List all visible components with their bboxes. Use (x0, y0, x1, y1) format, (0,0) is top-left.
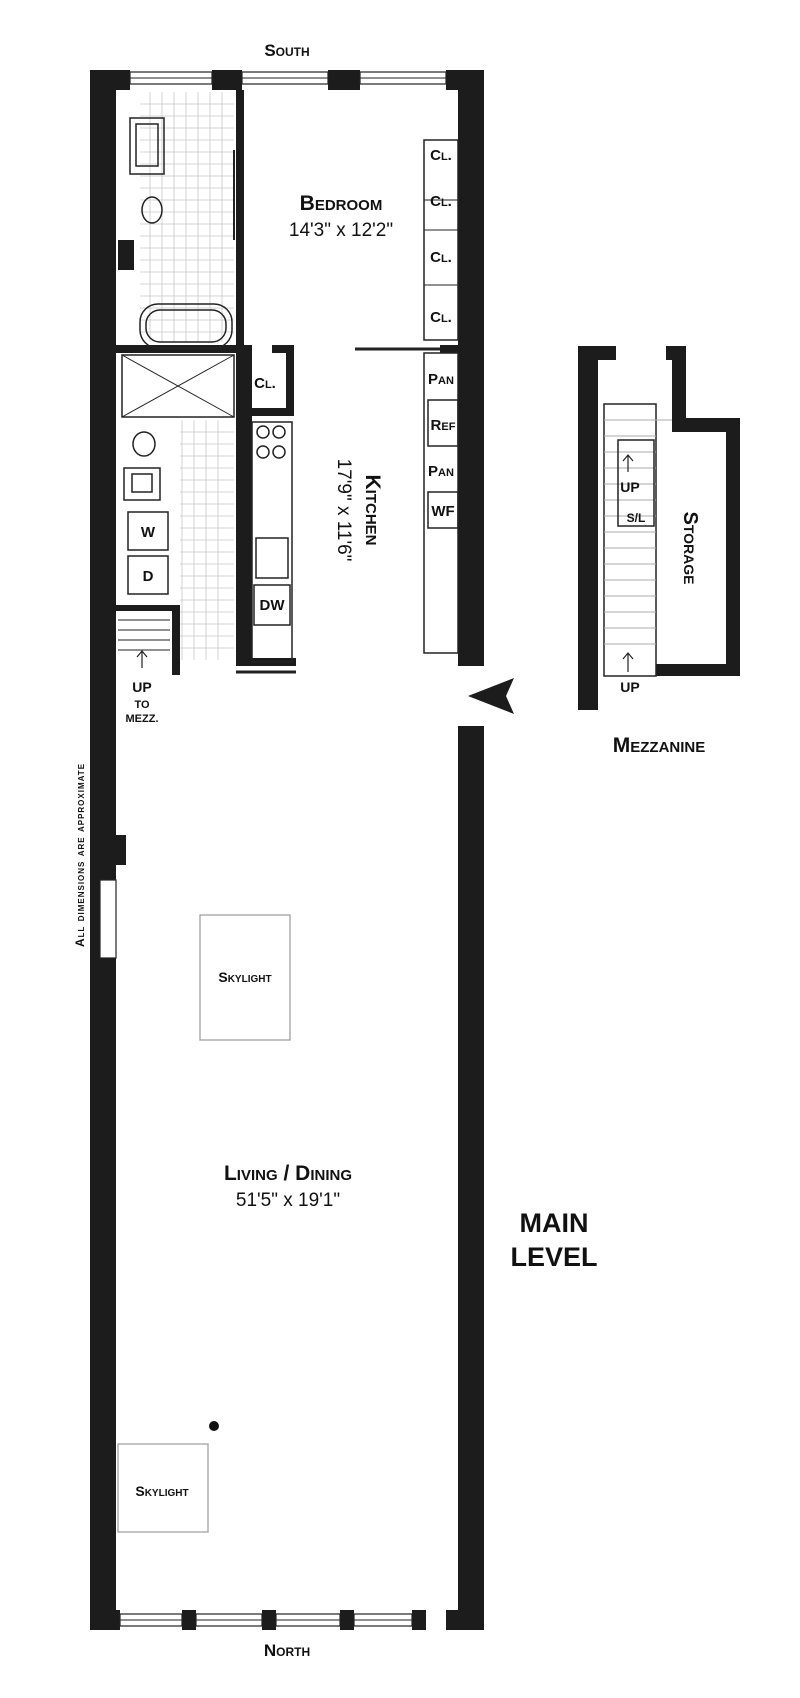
wine-fridge-label: WF (431, 503, 455, 520)
stair-to-label: TO (134, 699, 150, 711)
storage-label: Storage (679, 511, 701, 585)
entry-arrow-icon (468, 678, 514, 714)
dimensions-disclaimer: All dimensions are approximate (73, 762, 87, 948)
stair-mezz-label: MEZZ. (125, 713, 159, 725)
skylight-upper-label: Skylight (218, 969, 272, 985)
mezz-up-bottom-label: UP (620, 679, 640, 695)
main-level-label-1: MAIN (519, 1208, 589, 1238)
hall-closet-label: Cl. (254, 375, 276, 392)
dryer-label: D (142, 568, 154, 585)
mezzanine-walls (578, 346, 740, 710)
column-dot (209, 1421, 219, 1431)
kitchen-dims: 17'9" x 11'6" (333, 458, 354, 562)
kitchen-fixtures (252, 353, 458, 662)
mezzanine-label: Mezzanine (612, 734, 706, 757)
pantry-label-2: Pan (428, 463, 454, 480)
bedroom-closet-4: Cl. (430, 309, 452, 326)
north-label: North (263, 1641, 311, 1660)
bathroom (118, 92, 234, 348)
main-level-walls (90, 70, 484, 1630)
stair-up-label: UP (132, 679, 152, 695)
pantry-label-1: Pan (428, 371, 454, 388)
skylight-lower-label: Skylight (135, 1483, 189, 1499)
bedroom-closet-1: Cl. (430, 147, 452, 164)
south-label: South (264, 41, 310, 60)
west-window (100, 880, 116, 958)
mezzanine-stairs (604, 404, 672, 676)
dishwasher-label: DW (259, 597, 285, 614)
bedroom-name: Bedroom (299, 192, 383, 215)
mezz-up-top-label: UP (620, 479, 640, 495)
kitchen-name: Kitchen (361, 474, 384, 546)
mezz-skylight-label: S/L (626, 511, 646, 525)
refrigerator-label: Ref (430, 417, 456, 434)
south-windows (130, 72, 446, 84)
bedroom-dims: 14'3" x 12'2" (288, 220, 394, 241)
bedroom-closet-3: Cl. (430, 249, 452, 266)
main-level-label-2: LEVEL (510, 1242, 598, 1272)
washer-label: W (140, 524, 156, 541)
living-dims: 51'5" x 19'1" (235, 1190, 341, 1211)
living-name: Living / Dining (223, 1162, 353, 1185)
bedroom-closet-2: Cl. (430, 193, 452, 210)
stair-to-mezzanine (118, 620, 170, 668)
